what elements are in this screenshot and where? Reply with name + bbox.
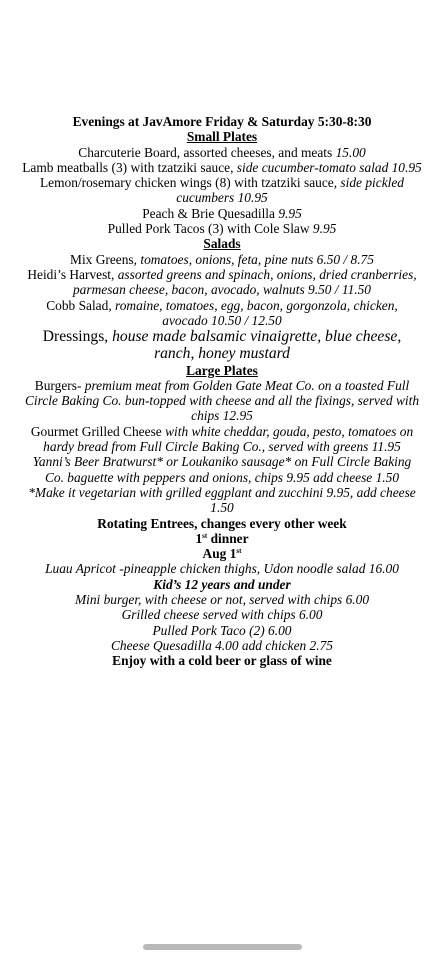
menu-item-grilled-cheese bbox=[22, 424, 422, 455]
menu-item-pulled-pork-tacos bbox=[22, 221, 422, 236]
menu-item-chicken-wings bbox=[22, 175, 422, 206]
menu-item-heidis-harvest bbox=[22, 267, 422, 298]
item-description: with white cheddar, gouda, pesto, tomatoes on hardy bread from Full Circle Baking Co., served with greens 11.95 bbox=[43, 423, 414, 455]
menu-item-burgers bbox=[22, 378, 422, 424]
item-description: assorted greens and spinach, onions, dried cranberries, parmesan cheese, bacon, avocado, walnuts 9.50 / 11.50 bbox=[72, 266, 417, 298]
item-name: Burgers- bbox=[34, 377, 85, 393]
item-name: Lamb meatballs (3) with tzatziki sauce, bbox=[22, 159, 237, 175]
first-dinner-number: 1 bbox=[195, 530, 203, 546]
kids-item: Mini burger, with cheese or not, served with chips 6.00 bbox=[74, 592, 370, 608]
dressings-line bbox=[22, 328, 422, 362]
first-dinner-line bbox=[22, 531, 422, 546]
menu-item-lamb-meatballs bbox=[22, 160, 422, 175]
rotating-entrees-heading: Rotating Entrees, changes every other week bbox=[97, 515, 347, 531]
item-price: 9.95 bbox=[278, 205, 302, 221]
first-dinner-ordinal: st bbox=[202, 531, 208, 540]
kids-item: Cheese Quesadilla 4.00 add chicken 2.75 bbox=[110, 637, 333, 653]
section-heading-large-plates: Large Plates bbox=[186, 362, 258, 378]
item-price: 9.95 bbox=[312, 221, 337, 237]
kids-heading: Kid’s 12 years and under bbox=[153, 576, 291, 592]
section-heading-salads: Salads bbox=[203, 236, 241, 252]
menu-item-quesadilla bbox=[22, 206, 422, 221]
menu-footer: Enjoy with a cold beer or glass of wine bbox=[112, 653, 332, 669]
item-name: Gourmet Grilled Cheese bbox=[30, 423, 166, 439]
entree-date bbox=[22, 546, 422, 561]
dressings-list: house made balsamic vinaigrette, blue cheese, ranch, honey mustard bbox=[112, 328, 402, 363]
menu-item-bratwurst: Yanni’s Beer Bratwurst* or Loukaniko sausage* on Full Circle Baking Co. baguette with peppers and onions, chips 9.95 add cheese 1.50 bbox=[32, 454, 412, 485]
kids-item: Pulled Pork Taco (2) 6.00 bbox=[152, 622, 292, 638]
item-description: romaine, tomatoes, egg, bacon, gorgonzola, chicken, avocado 10.50 / 12.50 bbox=[115, 297, 398, 328]
item-name: Mix Greens, bbox=[70, 251, 141, 267]
kids-item: Grilled cheese served with chips 6.00 bbox=[121, 607, 323, 623]
menu-item-cobb-salad bbox=[22, 298, 422, 329]
entree-date-text: Aug 1 bbox=[202, 546, 237, 562]
item-description: side pickled cucumbers 10.95 bbox=[176, 175, 405, 206]
item-name: Lemon/rosemary chicken wings (8) with tzatziki sauce, bbox=[39, 175, 341, 191]
item-name: Peach & Brie Quesadilla bbox=[142, 205, 279, 221]
menu-document bbox=[22, 114, 422, 669]
item-description: premium meat from Golden Gate Meat Co. on a toasted Full Circle Baking Co. bun-topped with cheese and all the fixings, served with chips 12.95 bbox=[24, 377, 420, 424]
entree-date-ordinal: st bbox=[236, 547, 242, 556]
item-name: Charcuterie Board, assorted cheeses, and meats bbox=[78, 144, 336, 160]
item-description: side cucumber-tomato salad 10.95 bbox=[236, 159, 422, 175]
item-name: Heidi’s Harvest, bbox=[27, 266, 118, 282]
dressings-label: Dressings, bbox=[42, 328, 113, 346]
menu-item-charcuterie bbox=[22, 145, 422, 160]
item-description: tomatoes, onions, feta, pine nuts 6.50 / 8.75 bbox=[140, 251, 374, 267]
first-dinner-label: dinner bbox=[207, 530, 249, 546]
vegetarian-note: *Make it vegetarian with grilled eggplant and zucchini 9.95, add cheese 1.50 bbox=[28, 484, 416, 516]
menu-title: Evenings at JavAmore Friday & Saturday 5:30-8:30 bbox=[72, 114, 372, 129]
menu-item-mix-greens bbox=[22, 252, 422, 267]
rotating-entree-item: Luau Apricot -pineapple chicken thighs, Udon noodle salad 16.00 bbox=[45, 561, 399, 577]
item-name: Cobb Salad, bbox=[46, 297, 116, 313]
section-heading-small-plates: Small Plates bbox=[186, 129, 258, 145]
item-name: Pulled Pork Tacos (3) with Cole Slaw bbox=[107, 221, 313, 237]
home-indicator-bar[interactable] bbox=[143, 944, 302, 950]
item-price: 15.00 bbox=[335, 144, 366, 160]
